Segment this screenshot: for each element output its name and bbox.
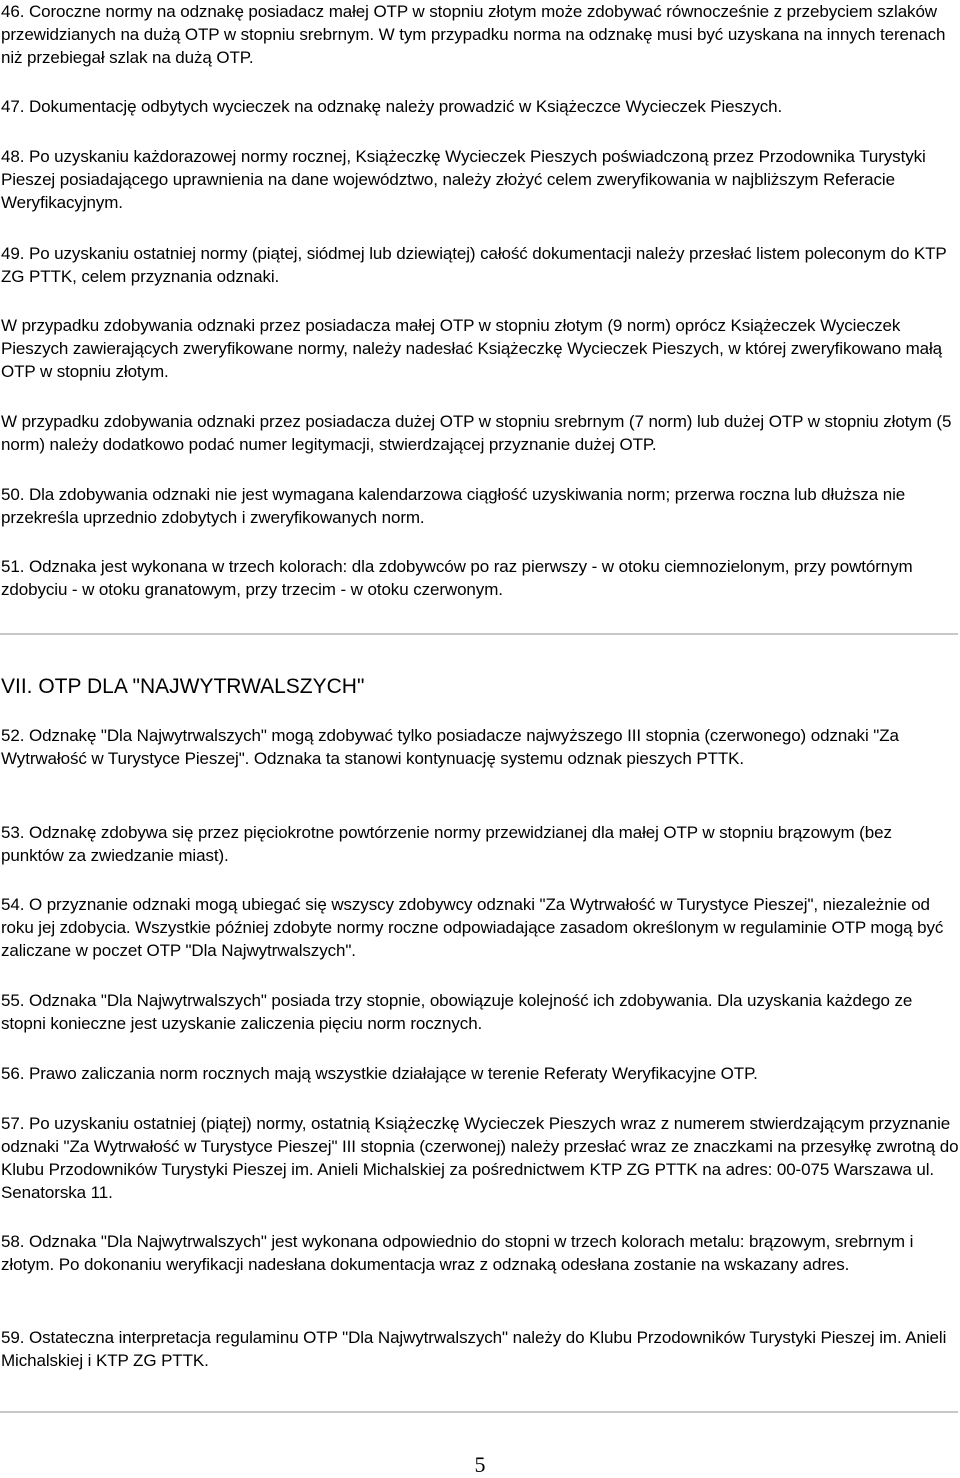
paragraph-58: 58. Odznaka "Dla Najwytrwalszych" jest wykonana odpowiednio do stopni w trzech kolorach metalu: brązowym, srebrnym i złotym. Po dokonaniu weryfikacji nadesłana dokumentacja wraz z odznaką odesłana zostanie na wskazany adres. — [1, 1232, 914, 1274]
section-heading: VII. OTP DLA "NAJWYTRWALSZYCH" — [1, 675, 365, 698]
paragraph-55: 55. Odznaka "Dla Najwytrwalszych" posiada trzy stopnie, obowiązuje kolejność ich zdobywania. Dla uzyskania każdego ze stopni konieczne jest uzyskanie zaliczenia pięciu norm rocznych. — [1, 991, 913, 1033]
paragraph-48: 48. Po uzyskaniu każdorazowej normy rocznej, Książeczkę Wycieczek Pieszych poświadczoną przez Przodownika Turystyki Pieszej posiadającego uprawnienia na dane województwo, należy złożyć celem zweryfikowania w najbliższym Referacie Weryfikacyjnym. — [1, 147, 926, 212]
paragraph-53: 53. Odznakę zdobywa się przez pięciokrotne powtórzenie normy przewidzianej dla małej OTP w stopniu brązowym (bez punktów za zwiedzanie miast). — [1, 823, 892, 865]
paragraph-51: 51. Odznaka jest wykonana w trzech kolorach: dla zdobywców po raz pierwszy - w otoku ciemnozielonym, przy powtórnym zdobyciu - w otoku granatowym, przy trzecim - w otoku czerwonym. — [1, 557, 913, 599]
paragraph-49: 49. Po uzyskaniu ostatniej normy (piątej, siódmej lub dziewiątej) całość dokumentacji należy przesłać listem poleconym do KTP ZG PTTK, celem przyznania odznaki. — [1, 244, 947, 286]
section-divider — [0, 633, 958, 635]
page-number: 5 — [474, 1452, 486, 1477]
paragraph-52: 52. Odznakę "Dla Najwytrwalszych" mogą zdobywać tylko posiadacze najwyższego III stopnia (czerwonego) odznaki "Za Wytrwałość w Turystyce Pieszej". Odznaka ta stanowi kontynuację systemu odznak pieszych PTTK. — [1, 726, 899, 768]
paragraph-46: 46. Coroczne normy na odznakę posiadacz małej OTP w stopniu złotym może zdobywać równocześnie z przebyciem szlaków przewidzianych na dużą OTP w stopniu srebrnym. W tym przypadku norma na odznakę musi być uzyskana na innych terenach niż przebiegał szlak na dużą OTP. — [1, 2, 946, 67]
paragraph-57: 57. Po uzyskaniu ostatniej (piątej) normy, ostatnią Książeczkę Wycieczek Pieszych wraz z numerem stwierdzającym przyznanie odznaki "Za Wytrwałość w Turystyce Pieszej" III stopnia (czerwonej) należy przesłać wraz ze znaczkami na przesyłkę zwrotną do Klubu Przodowników Turystyki Pieszej im. Anieli Michalskiej za pośrednictwem KTP ZG PTTK na adres: 00-075 Warszawa ul. Senatorska 11. — [1, 1114, 959, 1202]
paragraph-56: 56. Prawo zaliczania norm rocznych mają wszystkie działające w terenie Referaty Weryfikacyjne OTP. — [1, 1064, 758, 1083]
paragraph-47: 47. Dokumentację odbytych wycieczek na odznakę należy prowadzić w Książeczce Wycieczek Pieszych. — [1, 97, 783, 116]
paragraph-50: 50. Dla zdobywania odznaki nie jest wymagana kalendarzowa ciągłość uzyskiwania norm; przerwa roczna lub dłuższa nie przekreśla uprzednio zdobytych i zweryfikowanych norm. — [1, 485, 906, 527]
paragraph-54: 54. O przyznanie odznaki mogą ubiegać się wszyscy zdobywcy odznaki "Za Wytrwałość w Turystyce Pieszej", niezależnie od roku jej zdobycia. Wszystkie później zdobyte normy roczne odpowiadające zasadom określonym w regulaminie OTP mogą być zaliczane w poczet OTP "Dla Najwytrwalszych". — [1, 895, 944, 960]
paragraph-49-note-small-otp: W przypadku zdobywania odznaki przez posiadacza małej OTP w stopniu złotym (9 norm) oprócz Książeczek Wycieczek Pieszych zawierających zweryfikowane normy, należy nadesłać Książeczkę Wycieczek Pieszych, w której zweryfikowano małą OTP w stopniu złotym. — [1, 316, 943, 381]
paragraph-59: 59. Ostateczna interpretacja regulaminu OTP "Dla Najwytrwalszych" należy do Klubu Przodowników Turystyki Pieszej im. Anieli Michalskiej i KTP ZG PTTK. — [1, 1328, 947, 1370]
paragraph-49-note-large-otp: W przypadku zdobywania odznaki przez posiadacza dużej OTP w stopniu srebrnym (7 norm) lub dużej OTP w stopniu złotym (5 norm) należy dodatkowo podać numer legitymacji, stwierdzającej przyznanie dużej OTP. — [1, 412, 952, 454]
footer-divider — [0, 1411, 958, 1413]
